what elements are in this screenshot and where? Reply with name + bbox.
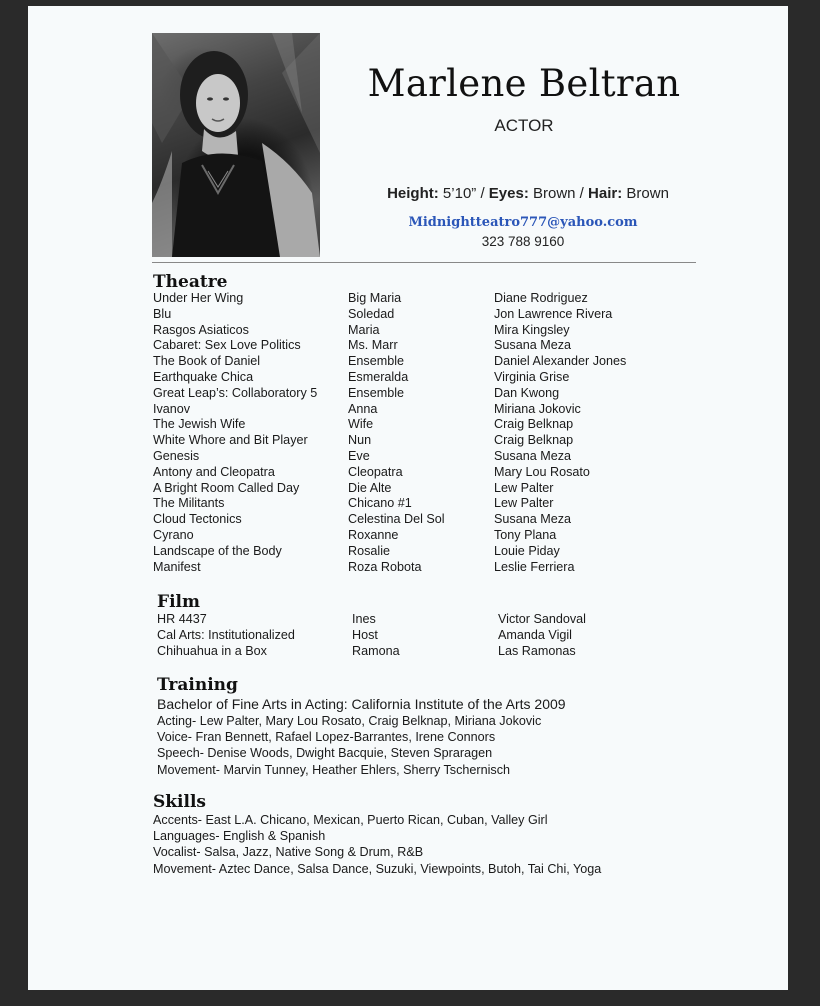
skills-line: Languages- English & Spanish bbox=[153, 829, 326, 844]
theatre-role: Celestina Del Sol bbox=[348, 512, 445, 527]
theatre-director: Susana Meza bbox=[494, 448, 572, 463]
theatre-role: Roxanne bbox=[348, 527, 399, 542]
theatre-role: Ensemble bbox=[348, 354, 405, 369]
theatre-director: Susana Meza bbox=[494, 338, 572, 353]
film-credits-table bbox=[157, 612, 673, 659]
theatre-credit-row bbox=[153, 465, 673, 481]
header-divider bbox=[152, 262, 696, 263]
theatre-role: Ensemble bbox=[348, 385, 405, 400]
phone-number: 323 788 9160 bbox=[481, 234, 565, 249]
theatre-production: Cabaret: Sex Love Politics bbox=[153, 338, 301, 353]
eyes-value: Brown / bbox=[533, 185, 584, 202]
theatre-production: Landscape of the Body bbox=[153, 543, 282, 558]
theatre-credit-row bbox=[153, 481, 673, 497]
theatre-production: Blu bbox=[153, 306, 172, 321]
film-credit-row bbox=[157, 628, 673, 644]
skills-heading: Skills bbox=[153, 792, 207, 812]
theatre-production: Cloud Tectonics bbox=[153, 512, 242, 527]
theatre-director: Diane Rodriguez bbox=[494, 291, 588, 305]
theatre-role: Nun bbox=[348, 433, 372, 448]
training-list bbox=[157, 695, 566, 778]
theatre-credit-row bbox=[153, 291, 673, 307]
theatre-credit-row bbox=[153, 560, 673, 576]
film-credit-row bbox=[157, 644, 673, 660]
theatre-director: Dan Kwong bbox=[494, 385, 560, 400]
theatre-role: Anna bbox=[348, 401, 378, 416]
theatre-credit-row bbox=[153, 512, 673, 528]
actor-name: Marlene Beltran bbox=[367, 62, 681, 105]
hair-label: Hair: bbox=[588, 185, 623, 202]
theatre-credit-row bbox=[153, 417, 673, 433]
theatre-production: White Whore and Bit Player bbox=[153, 433, 308, 448]
theatre-role: Maria bbox=[348, 322, 380, 337]
theatre-credit-row bbox=[153, 528, 673, 544]
theatre-credit-row bbox=[153, 370, 673, 386]
theatre-credit-row bbox=[153, 354, 673, 370]
theatre-director: Craig Belknap bbox=[494, 417, 574, 432]
physical-stats bbox=[358, 185, 698, 202]
theatre-credit-row bbox=[153, 433, 673, 449]
theatre-director: Lew Palter bbox=[494, 496, 554, 511]
theatre-director: Tony Plana bbox=[494, 527, 557, 542]
theatre-role: Eve bbox=[348, 448, 370, 463]
headshot-photo bbox=[152, 33, 320, 257]
theatre-role: Cleopatra bbox=[348, 464, 403, 479]
theatre-production: Genesis bbox=[153, 448, 200, 463]
resume-page bbox=[28, 6, 788, 990]
training-line: Acting- Lew Palter, Mary Lou Rosato, Craig Belknap, Miriana Jokovic bbox=[157, 714, 542, 728]
height-value: 5’10” / bbox=[442, 185, 485, 202]
theatre-production: Great Leap’s: Collaboratory 5 bbox=[153, 385, 318, 400]
theatre-credit-row bbox=[153, 323, 673, 339]
film-production: Chihuahua in a Box bbox=[157, 643, 267, 658]
film-heading: Film bbox=[157, 592, 200, 612]
theatre-role: Soledad bbox=[348, 306, 395, 321]
theatre-director: Lew Palter bbox=[494, 480, 554, 495]
theatre-role: Rosalie bbox=[348, 543, 390, 558]
theatre-production: Earthquake Chica bbox=[153, 369, 254, 384]
theatre-director: Jon Lawrence Rivera bbox=[494, 306, 613, 321]
theatre-role: Ms. Marr bbox=[348, 338, 398, 353]
theatre-production: The Book of Daniel bbox=[153, 354, 261, 369]
film-director: Amanda Vigil bbox=[498, 627, 572, 642]
theatre-credit-row bbox=[153, 402, 673, 418]
film-role: Ramona bbox=[352, 643, 400, 658]
film-role: Host bbox=[352, 627, 378, 642]
theatre-production: The Militants bbox=[153, 496, 225, 511]
film-production: HR 4437 bbox=[157, 612, 207, 626]
eyes-label: Eyes: bbox=[488, 185, 529, 202]
skills-line: Movement- Aztec Dance, Salsa Dance, Suzuki, Viewpoints, Butoh, Tai Chi, Yoga bbox=[153, 861, 602, 876]
theatre-credit-row bbox=[153, 338, 673, 354]
theatre-production: Cyrano bbox=[153, 527, 194, 542]
theatre-director: Leslie Ferriera bbox=[494, 559, 575, 574]
theatre-production: A Bright Room Called Day bbox=[153, 480, 300, 495]
theatre-role: Roza Robota bbox=[348, 559, 422, 574]
height-label: Height: bbox=[387, 185, 439, 202]
theatre-credit-row bbox=[153, 544, 673, 560]
film-director: Victor Sandoval bbox=[498, 612, 586, 626]
theatre-production: Antony and Cleopatra bbox=[153, 464, 275, 479]
theatre-credit-row bbox=[153, 496, 673, 512]
film-director: Las Ramonas bbox=[498, 643, 576, 658]
training-line: Voice- Fran Bennett, Rafael Lopez-Barrantes, Irene Connors bbox=[157, 730, 496, 745]
film-role: Ines bbox=[352, 612, 376, 626]
email-link[interactable]: Midnightteatro777@yahoo.com bbox=[408, 215, 638, 230]
theatre-credit-row bbox=[153, 449, 673, 465]
theatre-director: Daniel Alexander Jones bbox=[494, 354, 627, 369]
theatre-director: Louie Piday bbox=[494, 543, 560, 558]
theatre-director: Susana Meza bbox=[494, 512, 572, 527]
theatre-production: Manifest bbox=[153, 559, 201, 574]
film-credit-row bbox=[157, 612, 673, 628]
training-line: Movement- Marvin Tunney, Heather Ehlers, Sherry Tschernisch bbox=[157, 762, 510, 777]
theatre-role: Wife bbox=[348, 417, 374, 432]
skills-line: Accents- East L.A. Chicano, Mexican, Puerto Rican, Cuban, Valley Girl bbox=[153, 813, 548, 827]
hair-value: Brown bbox=[626, 185, 669, 202]
theatre-production: The Jewish Wife bbox=[153, 417, 246, 432]
theatre-credits-table bbox=[153, 291, 673, 575]
theatre-production: Under Her Wing bbox=[153, 291, 244, 305]
theatre-heading: Theatre bbox=[153, 272, 228, 292]
skills-list bbox=[153, 812, 601, 877]
theatre-director: Mira Kingsley bbox=[494, 322, 570, 337]
theatre-role: Chicano #1 bbox=[348, 496, 412, 511]
theatre-director: Craig Belknap bbox=[494, 433, 574, 448]
theatre-director: Miriana Jokovic bbox=[494, 401, 581, 416]
theatre-role: Esmeralda bbox=[348, 369, 409, 384]
actor-title: ACTOR bbox=[494, 116, 554, 135]
film-production: Cal Arts: Institutionalized bbox=[157, 627, 295, 642]
theatre-production: Ivanov bbox=[153, 401, 191, 416]
theatre-credit-row bbox=[153, 386, 673, 402]
theatre-credit-row bbox=[153, 307, 673, 323]
theatre-production: Rasgos Asiaticos bbox=[153, 322, 249, 337]
theatre-director: Virginia Grise bbox=[494, 369, 570, 384]
theatre-director: Mary Lou Rosato bbox=[494, 464, 590, 479]
theatre-role: Die Alte bbox=[348, 480, 392, 495]
training-heading: Training bbox=[157, 675, 238, 695]
training-degree: Bachelor of Fine Arts in Acting: California Institute of the Arts 2009 bbox=[157, 696, 566, 712]
skills-line: Vocalist- Salsa, Jazz, Native Song & Drum, R&B bbox=[153, 845, 424, 860]
theatre-role: Big Maria bbox=[348, 291, 402, 305]
training-line: Speech- Denise Woods, Dwight Bacquie, Steven Spraragen bbox=[157, 746, 493, 761]
